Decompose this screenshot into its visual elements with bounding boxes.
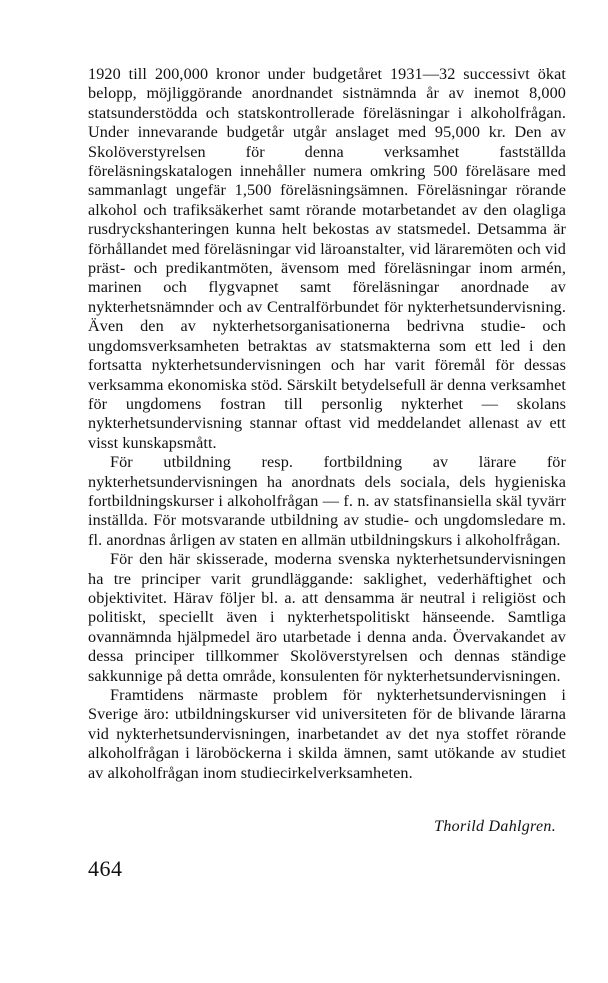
author-signature: Thorild Dahlgren. (434, 818, 556, 835)
paragraph-4: Framtidens närmaste problem för nykterhetsundervisningen i Sverige äro: utbildningskurser vid universiteten för de blivande lärarna vid nykterhetsundervisningen, inarbetandet av det nya stoffet rörande alkoholfrågan i läroböckerna i skilda ämnen, samt utökande av studiet av alkoholfrågan inom studiecirkelverksamheten. (88, 686, 566, 782)
paragraph-3: För den här skisserade, moderna svenska nykterhetsundervisningen ha tre principer varit grundläggande: saklighet, vederhäftighet och objektivitet. Härav följer bl. a. att densamma är neutral i religiöst och politiskt, speciellt även i nykterhetspolitiskt hänseende. Samtliga ovannämnda hjälpmedel äro utarbetade i denna anda. Övervakandet av dessa principer tillkommer Skolöverstyrelsen och dennas ständige sakkunnige på detta område, konsulenten för nykterhetsundervisningen. (88, 550, 566, 685)
body-text (88, 65, 566, 783)
page-number: 464 (88, 856, 123, 881)
paragraph-1: 1920 till 200,000 kronor under budgetåret 1931—32 successivt ökat belopp, möjliggörande anordnandet sistnämnda år av inemot 8,000 statsunderstödda och statskontrollerade föreläsningar i alkoholfrågan. Under innevarande budgetår utgår anslaget med 95,000 kr. Den av Skolöverstyrelsen för denna verksamhet fastställda föreläsningskatalogen innehåller numera omkring 500 föreläsare med sammanlagt ungefär 1,500 föreläsningsämnen. Föreläsningar rörande alkohol och trafiksäkerhet samt rörande motarbetandet av den olagliga rusdryckshanteringen kunna helt bekostas av statsmedel. Detsamma är förhållandet med föreläsningar vid läroanstalter, vid läraremöten och vid präst- och predikantmöten, ävensom med föreläsningar inom armén, marinen och flygvapnet samt föreläsningar anordnade av nykterhetsnämnder och av Centralförbundet för nykterhetsundervisning. Även den av nykterhetsorganisationerna bedrivna studie- och ungdomsverksamheten betraktas av statsmakterna som ett led i den fortsatta nykterhetsundervisningen och har varit föremål för dessas verksamma ekonomiska stöd. Särskilt betydelsefull är denna verksamhet för ungdomens fostran till personlig nykterhet — skolans nykterhetsundervisning stannar oftast vid meddelandet allenast av ett visst kunskapsmått. (88, 65, 567, 452)
paragraph-2: För utbildning resp. fortbildning av lärare för nykterhetsundervisningen ha anordnats dels sociala, dels hygieniska fortbildningskurser i alkoholfrågan — f. n. av statsfinansiella skäl tyvärr inställda. För motsvarande utbildning av studie- och ungdomsledare m. fl. anordnas årligen av staten en allmän utbildningskurs i alkoholfrågan. (88, 453, 566, 549)
